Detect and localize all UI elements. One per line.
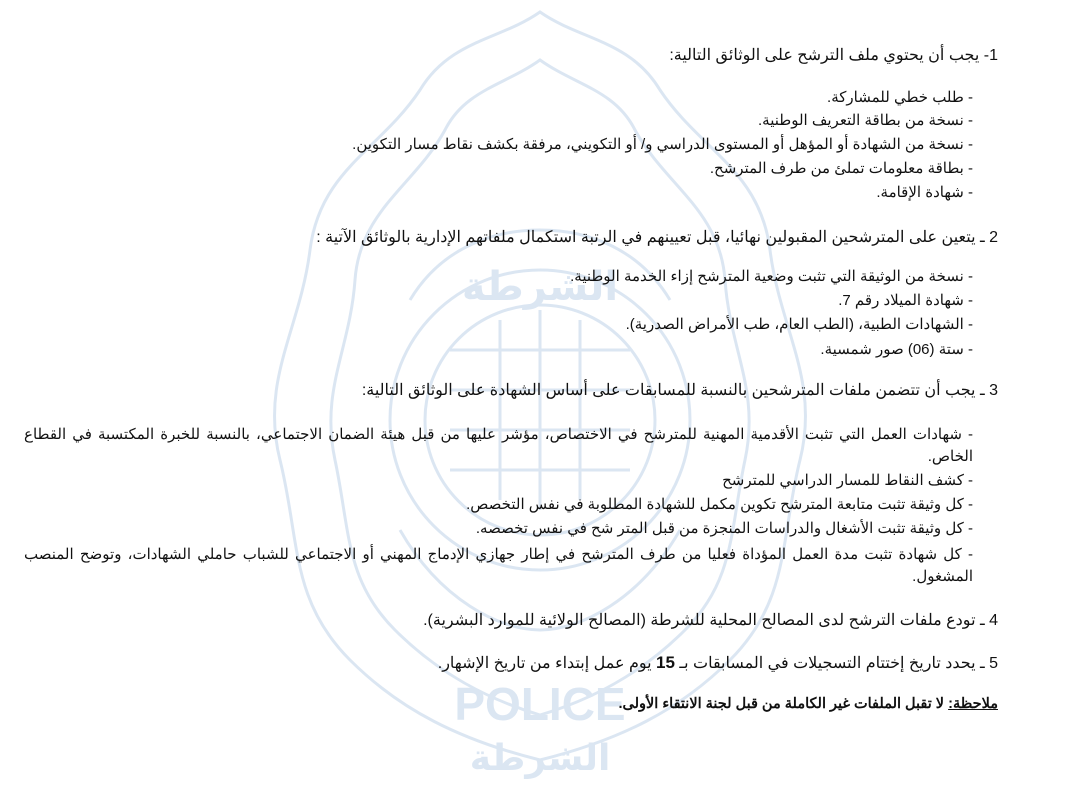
section-2-heading: 2 ـ يتعين على المترشحين المقبولين نهائيا، قبل تعيينهم في الرتبة استكمال ملفاتهم الإدارية بالوثائق الآتية : xyxy=(316,229,998,246)
watermark-latin-text: POLICE xyxy=(454,678,626,730)
section-3-item: - شهادات العمل التي تثبت الأقدمية المهنية للمترشح في الاختصاص، مؤشر عليها من قبل هيئة الضمان الاجتماعي، بالنسبة للخبرة المكتسبة في القطاع الخاص. xyxy=(24,426,973,465)
watermark-bottom-text: الشرطة xyxy=(469,738,611,779)
section-3-item: - كل وثيقة تثبت متابعة المترشح تكوين مكمل للشهادة المطلوبة في نفس التخصص. xyxy=(466,496,973,513)
section-5-text xyxy=(438,652,998,675)
note-text: لا تقبل الملفات غير الكاملة من قبل لجنة الانتقاء الأولى. xyxy=(618,696,949,712)
watermark-top-text: الشرطة xyxy=(461,264,619,310)
section-3-item: - كشف النقاط للمسار الدراسي للمترشح xyxy=(722,472,973,489)
section-1-item: - شهادة الإقامة. xyxy=(876,184,973,201)
section-1-item: - نسخة من الشهادة أو المؤهل أو المستوى الدراسي و/ أو التكويني، مرفقة بكشف نقاط مسار التكوين. xyxy=(352,136,973,153)
section-3-heading: 3 ـ يجب أن تتضمن ملفات المترشحين بالنسبة للمسابقات على أساس الشهادة على الوثائق التالية: xyxy=(361,382,998,399)
section-1-item: - نسخة من بطاقة التعريف الوطنية. xyxy=(758,112,973,129)
section-3-item: - كل وثيقة تثبت الأشغال والدراسات المنجزة من قبل المتر شح في نفس تخصصه. xyxy=(475,520,973,537)
section-2-item: - نسخة من الوثيقة التي تثبت وضعية المترشح إزاء الخدمة الوطنية. xyxy=(570,268,973,285)
section-3-item: - كل شهادة تثبت مدة العمل المؤداة فعليا من طرف المترشح في إطار جهازي الإدماج المهني أو الاجتماعي للشباب حاملي الشهادات، وتوضح المنصب المشغول. xyxy=(24,546,973,585)
section-1-heading: 1- يجب أن يحتوي ملف الترشح على الوثائق التالية: xyxy=(669,47,998,64)
note-label: ملاحظة: xyxy=(948,696,998,712)
section-1-item: - طلب خطي للمشاركة. xyxy=(827,89,973,106)
section-2-item: - الشهادات الطبية، (الطب العام، طب الأمراض الصدرية). xyxy=(625,316,973,333)
section-2-item: - شهادة الميلاد رقم 7. xyxy=(838,292,973,309)
note xyxy=(618,693,998,715)
section-5-days: 15 xyxy=(656,653,675,672)
section-2-item: - ستة (06) صور شمسية. xyxy=(820,341,973,358)
section-4-text: 4 ـ تودع ملفات الترشح لدى المصالح المحلية للشرطة (المصالح الولائية للموارد البشرية). xyxy=(423,612,998,629)
section-5-before: 5 ـ يحدد تاريخ إختتام التسجيلات في المسابقات بـ xyxy=(674,655,998,672)
section-5-after: يوم عمل إبتداء من تاريخ الإشهار. xyxy=(437,655,657,672)
section-1-item: - بطاقة معلومات تملئ من طرف المترشح. xyxy=(709,160,973,177)
